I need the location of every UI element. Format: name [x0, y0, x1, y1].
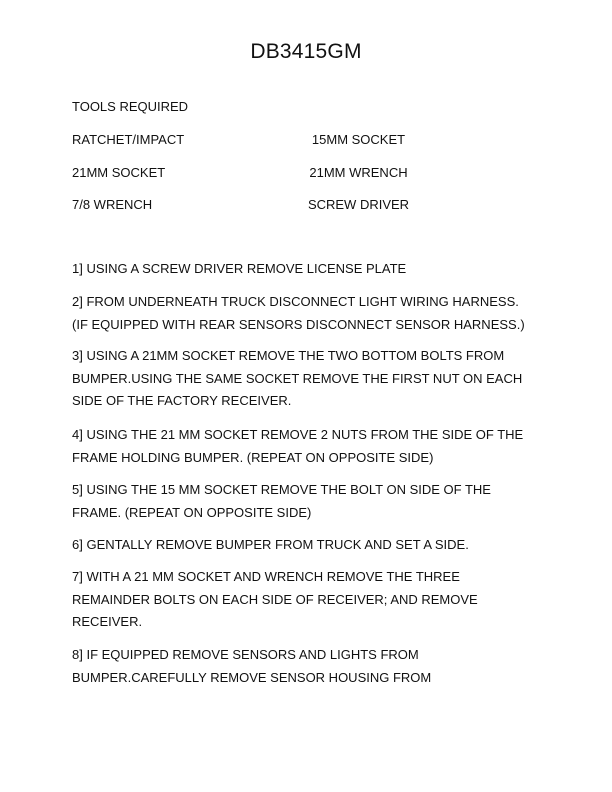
step-line: 4] USING THE 21 MM SOCKET REMOVE 2 NUTS FROM THE SIDE OF THE	[72, 427, 524, 442]
tool-item-right: 21MM WRENCH	[309, 165, 408, 180]
step-line: 8] IF EQUIPPED REMOVE SENSORS AND LIGHTS FROM	[72, 647, 419, 662]
step-line: 7] WITH A 21 MM SOCKET AND WRENCH REMOVE THE THREE	[72, 569, 460, 584]
step-line: BUMPER.USING THE SAME SOCKET REMOVE THE FIRST NUT ON EACH	[72, 370, 523, 386]
step-line: 3] USING A 21MM SOCKET REMOVE THE TWO BOTTOM BOLTS FROM	[72, 348, 505, 363]
instruction-step-4	[72, 424, 547, 469]
tools-required-heading: TOOLS REQUIRED	[72, 99, 189, 114]
instruction-step-8	[72, 644, 547, 689]
step-line: 1] USING A SCREW DRIVER REMOVE LICENSE PLATE	[72, 261, 407, 276]
step-line: RECEIVER.	[72, 614, 143, 629]
step-line: FRAME HOLDING BUMPER. (REPEAT ON OPPOSITE SIDE)	[72, 449, 434, 465]
document-title: DB3415GM	[250, 40, 362, 63]
tool-item-right: 15MM SOCKET	[311, 132, 406, 147]
step-line: FRAME. (REPEAT ON OPPOSITE SIDE)	[72, 504, 312, 520]
instruction-step-2	[72, 291, 547, 336]
instruction-step-7	[72, 566, 547, 634]
step-line: SIDE OF THE FACTORY RECEIVER.	[72, 393, 292, 408]
step-line: 5] USING THE 15 MM SOCKET REMOVE THE BOLT ON SIDE OF THE	[72, 482, 491, 497]
step-line: 6] GENTALLY REMOVE BUMPER FROM TRUCK AND SET A SIDE.	[72, 537, 469, 552]
step-line: REMAINDER BOLTS ON EACH SIDE OF RECEIVER; AND REMOVE	[72, 591, 478, 607]
step-line: BUMPER.CAREFULLY REMOVE SENSOR HOUSING FROM	[72, 669, 432, 685]
step-line: 2] FROM UNDERNEATH TRUCK DISCONNECT LIGHT WIRING HARNESS.	[72, 294, 519, 309]
step-line: (IF EQUIPPED WITH REAR SENSORS DISCONNECT SENSOR HARNESS.)	[72, 316, 525, 332]
tool-item-left: 21MM SOCKET	[72, 165, 166, 180]
instruction-step-1	[72, 258, 547, 281]
tool-item-left: RATCHET/IMPACT	[72, 132, 185, 147]
tool-item-right: SCREW DRIVER	[307, 197, 410, 212]
instruction-step-3	[72, 345, 547, 413]
instruction-step-6	[72, 534, 547, 557]
tool-item-left: 7/8 WRENCH	[72, 197, 153, 212]
instruction-step-5	[72, 479, 547, 524]
